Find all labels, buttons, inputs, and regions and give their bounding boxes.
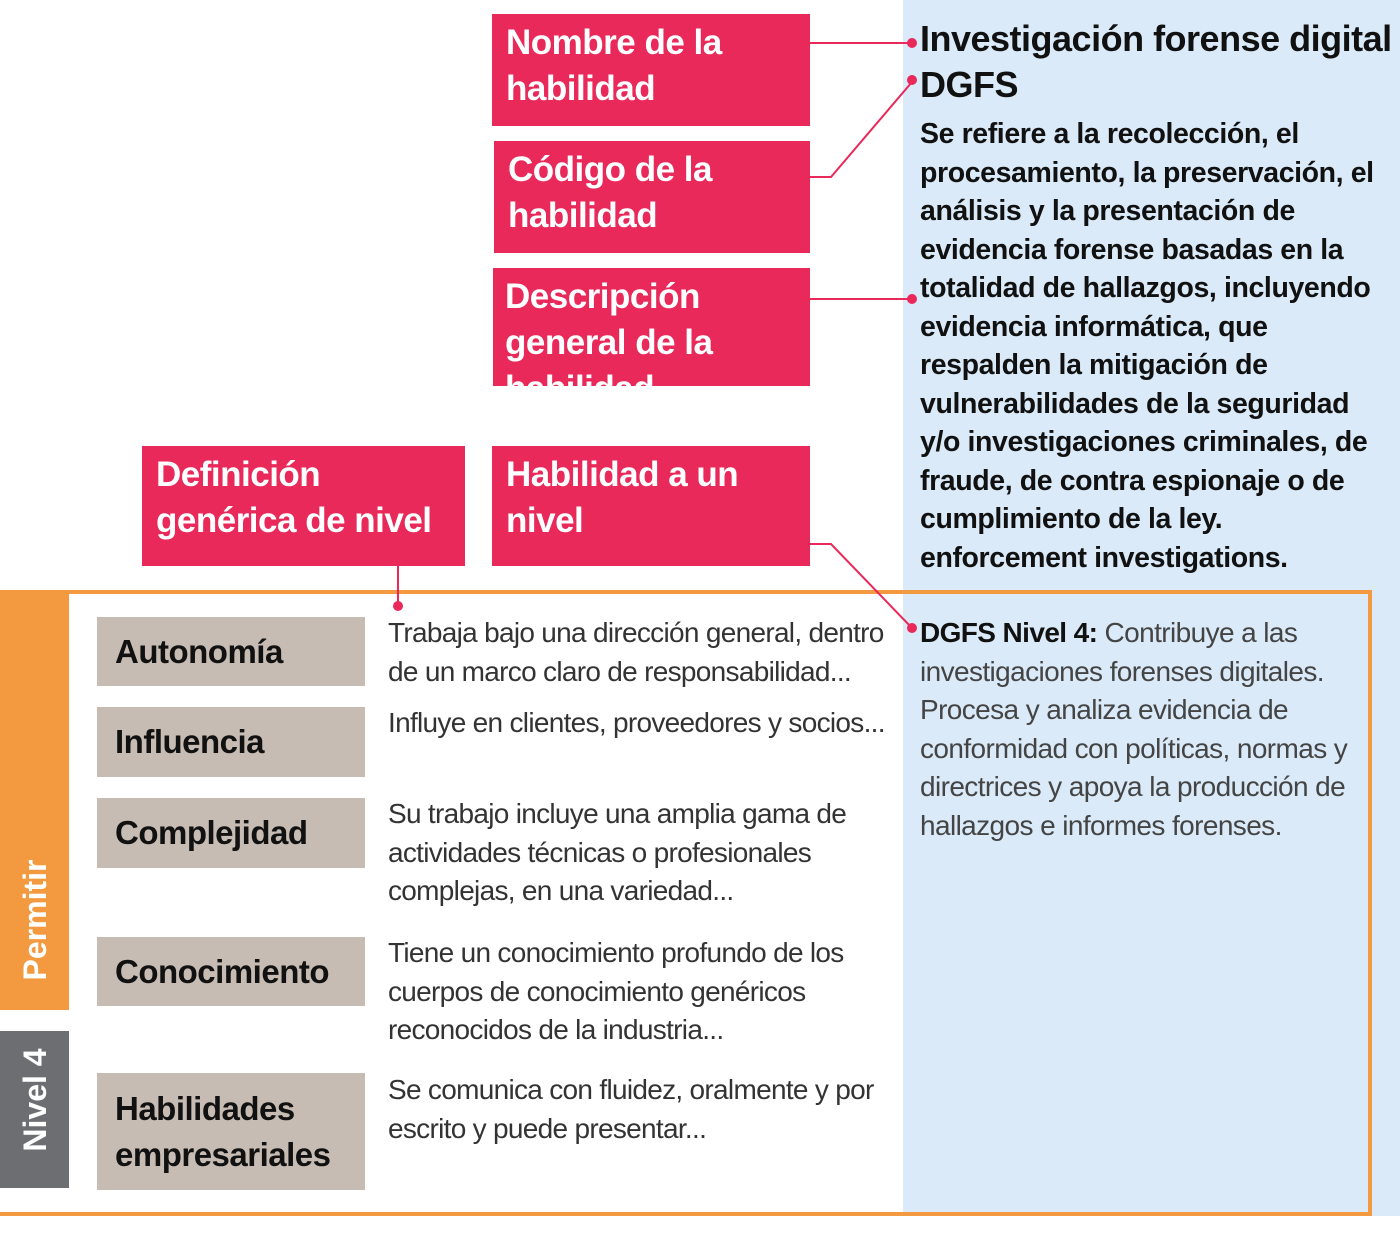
attribute-knowledge-text: Tiene un conocimiento profundo de los cuerpos de conocimiento genéricos reconocidos de la industria... <box>388 937 844 1045</box>
attribute-name: Autonomía <box>115 632 283 670</box>
attribute-name: Influencia <box>115 723 265 760</box>
skill-level-text: Contribuye a las investigaciones forenses digitales. Procesa y analiza evidencia de conformidad con políticas, normas y directrices y apoya la producción de hallazgos e informes forenses. <box>920 617 1348 841</box>
connector-skill-code <box>810 82 912 177</box>
skill-at-level-box <box>492 446 810 566</box>
skill-code-value: DGFS <box>920 64 1019 105</box>
skill-name-value: Investigación forense digital <box>920 18 1392 59</box>
skill-level-description <box>920 614 1380 845</box>
attribute-name: Complejidad <box>115 814 308 851</box>
attribute-knowledge <box>97 937 365 1006</box>
skill-description-box <box>493 268 810 408</box>
skill-name-label: Nombre de la habilidad <box>506 23 722 108</box>
skill-code-label: Código de la habilidad <box>508 150 712 235</box>
generic-level-label: Definición genérica de nivel <box>156 455 432 540</box>
attribute-influence <box>97 707 365 777</box>
attribute-complexity <box>97 798 365 868</box>
attribute-complexity-text: Su trabajo incluye una amplia gama de actividades técnicas o profesionales complejas, en una variedad... <box>388 798 847 906</box>
skill-level-heading: DGFS Nivel 4: <box>920 617 1098 648</box>
attribute-business-skills <box>97 1073 365 1190</box>
attribute-influence-text: Influye en clientes, proveedores y socios... <box>388 707 885 738</box>
attribute-autonomy-text: Trabaja bajo una dirección general, dentro de un marco claro de responsabilidad... <box>388 617 884 687</box>
level-label: Nivel 4 <box>17 1048 53 1152</box>
skill-description-value: Se refiere a la recolección, el procesamiento, la preservación, el análisis y la presentación de evidencia forense basadas en la totalidad de hallazgos, incluyendo evidencia informática, que respalden la mitigación de vulnerabilidades de la seguridad y/o investigaciones criminales, de fraude, de contra espionaje o de cumplimiento de la ley. enforcement investigations. <box>920 118 1374 574</box>
attribute-business-skills-text: Se comunica con fluidez, oralmente y por escrito y puede presentar... <box>388 1074 874 1144</box>
attribute-autonomy <box>97 617 365 686</box>
responsibility-label: Permitir <box>17 859 53 981</box>
skill-name-box <box>492 14 810 126</box>
skill-at-level-label: Habilidad a un nivel <box>506 455 739 540</box>
skill-description-label: Descripción general de la habilidad <box>505 277 713 408</box>
skill-code-box <box>494 141 810 253</box>
attribute-name: Conocimiento <box>115 952 329 990</box>
generic-level-box <box>142 446 465 566</box>
attribute-name: Habilidades empresariales <box>115 1089 331 1173</box>
